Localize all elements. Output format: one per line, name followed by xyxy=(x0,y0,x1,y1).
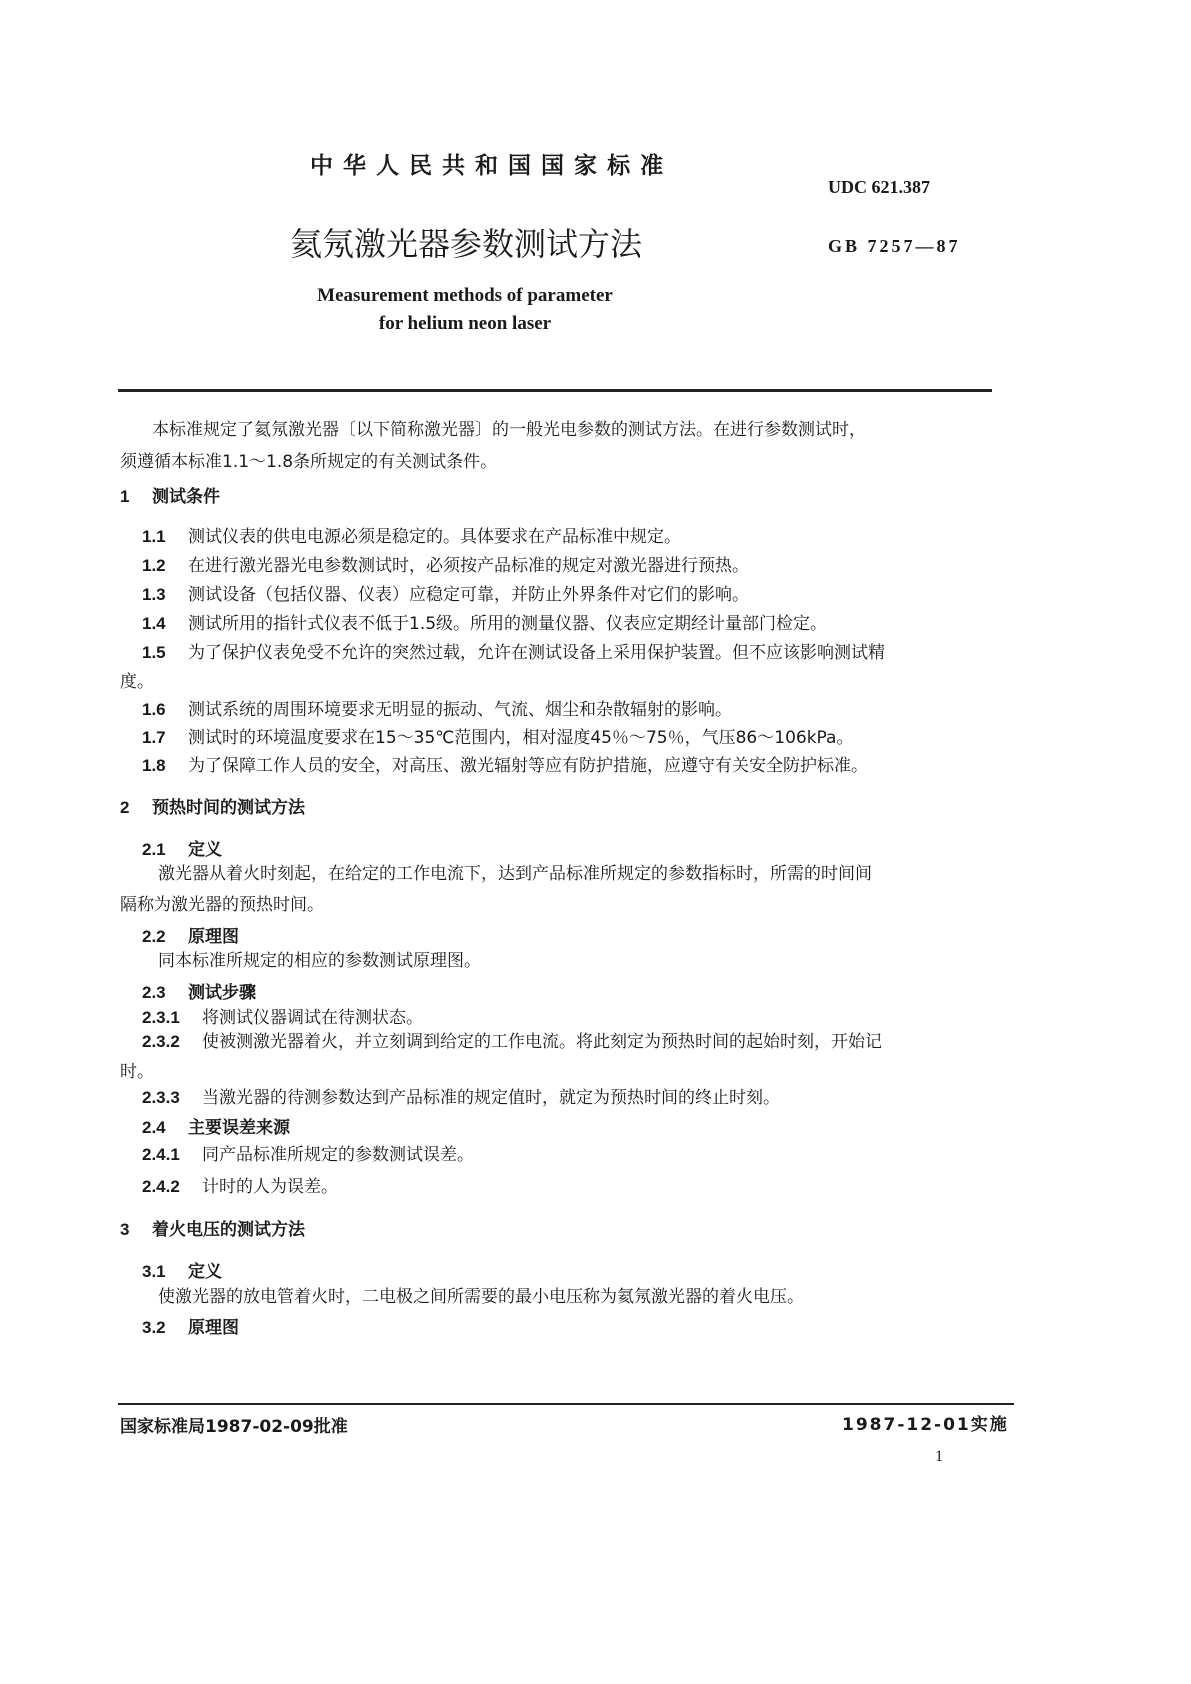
footer-divider xyxy=(118,1403,1014,1405)
section-2-4-heading: 2.4 主要误差来源 xyxy=(142,1118,290,1138)
item-1-1: 1.1 测试仪表的供电电源必须是稳定的。具体要求在产品标准中规定。 xyxy=(142,527,681,547)
item-1-6: 1.6 测试系统的周围环境要求无明显的振动、气流、烟尘和杂散辐射的影响。 xyxy=(142,700,732,720)
gb-code: GB 7257—87 xyxy=(828,236,961,256)
section-2-2-line-1: 同本标准所规定的相应的参数测试原理图。 xyxy=(158,951,481,971)
item-1-2: 1.2 在进行激光器光电参数测试时，必须按产品标准的规定对激光器进行预热。 xyxy=(142,556,749,576)
step-2-3-2: 2.3.2 使被测激光器着火，并立刻调到给定的工作电流。将此刻定为预热时间的起始时刻，开始记 xyxy=(142,1032,882,1052)
section-2-heading: 2 预热时间的测试方法 xyxy=(120,798,305,818)
item-1-5: 1.5 为了保护仪表免受不允许的突然过载，允许在测试设备上采用保护装置。但不应该影响测试精 xyxy=(142,643,885,663)
section-2-1-line-2: 隔称为激光器的预热时间。 xyxy=(120,895,324,915)
item-1-5-cont: 度。 xyxy=(120,672,154,692)
national-standard-label: 中 华 人 民 共 和 国 国 家 标 准 xyxy=(310,153,665,179)
item-1-3: 1.3 测试设备（包括仪器、仪表）应稳定可靠，并防止外界条件对它们的影响。 xyxy=(142,585,749,605)
step-2-3-3: 2.3.3 当激光器的待测参数达到产品标准的规定值时，就定为预热时间的终止时刻。 xyxy=(142,1088,780,1108)
approval-date: 国家标准局1987-02-09批准 xyxy=(120,1417,348,1437)
section-3-2-heading: 3.2 原理图 xyxy=(142,1318,239,1338)
section-3-1-line-1: 使激光器的放电管着火时，二电极之间所需要的最小电压称为氦氖激光器的着火电压。 xyxy=(158,1287,804,1307)
intro-line-1: 本标准规定了氦氖激光器〔以下简称激光器〕的一般光电参数的测试方法。在进行参数测试时， xyxy=(152,420,866,440)
item-1-7: 1.7 测试时的环境温度要求在15～35℃范围内，相对湿度45％～75％，气压86～106kPa。 xyxy=(142,728,854,748)
section-3-heading: 3 着火电压的测试方法 xyxy=(120,1220,305,1240)
page-number: 1 xyxy=(935,1448,943,1465)
section-1-heading: 1 测试条件 xyxy=(120,487,220,507)
step-2-4-1: 2.4.1 同产品标准所规定的参数测试误差。 xyxy=(142,1145,474,1165)
section-2-3-heading: 2.3 测试步骤 xyxy=(142,983,256,1003)
document-title-en-2: for helium neon laser xyxy=(378,313,552,334)
section-2-1-line-1: 激光器从着火时刻起，在给定的工作电流下，达到产品标准所规定的参数指标时，所需的时间间 xyxy=(158,864,872,884)
section-2-1-heading: 2.1 定义 xyxy=(142,840,222,860)
section-2-2-heading: 2.2 原理图 xyxy=(142,927,239,947)
step-2-4-2: 2.4.2 计时的人为误差。 xyxy=(142,1177,338,1197)
document-title-cn: 氦氖激光器参数测试方法 xyxy=(290,225,643,263)
header-divider xyxy=(118,389,992,392)
document-title-en-1: Measurement methods of parameter xyxy=(317,285,613,306)
step-2-3-2-cont: 时。 xyxy=(120,1062,154,1082)
effective-date: 1987-12-01实施 xyxy=(842,1415,1009,1435)
item-1-8: 1.8 为了保障工作人员的安全，对高压、激光辐射等应有防护措施，应遵守有关安全防护标准。 xyxy=(142,756,868,776)
item-1-4: 1.4 测试所用的指针式仪表不低于1.5级。所用的测量仪器、仪表应定期经计量部门检定。 xyxy=(142,614,828,634)
section-3-1-heading: 3.1 定义 xyxy=(142,1262,222,1282)
udc-code: UDC 621.387 xyxy=(828,177,930,197)
intro-line-2: 须遵循本标准1.1～1.8条所规定的有关测试条件。 xyxy=(120,452,498,472)
step-2-3-1: 2.3.1 将测试仪器调试在待测状态。 xyxy=(142,1008,423,1028)
